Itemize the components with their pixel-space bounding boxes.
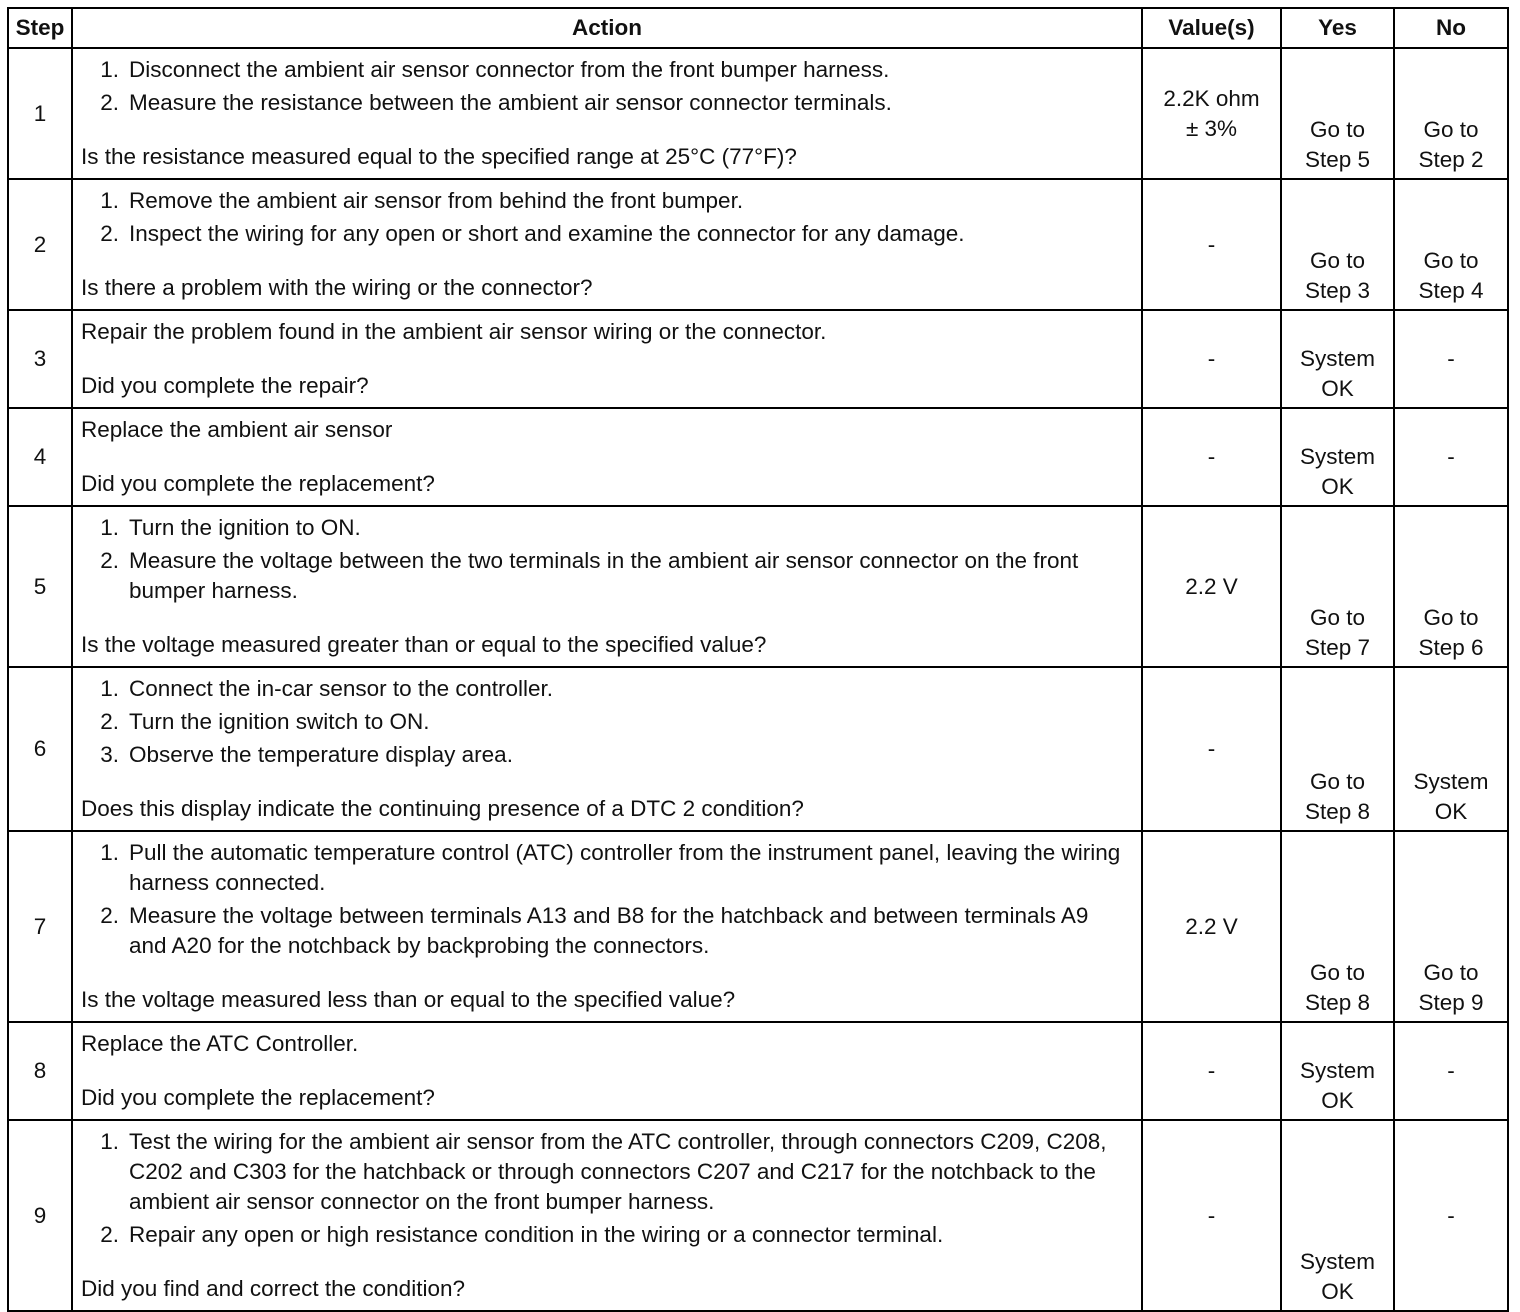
step-number: 6 [8,667,72,831]
action-list-item: Turn the ignition to ON. [129,515,361,540]
action-list [81,674,1131,770]
no-cell: Go to Step 4 [1394,179,1508,310]
value-cell: - [1142,310,1281,408]
action-list [81,55,1131,118]
action-list-item: Measure the resistance between the ambient air sensor connector terminals. [129,90,892,115]
header-action: Action [72,8,1142,48]
action-list-item: Measure the voltage between the two terminals in the ambient air sensor connector on the front bumper harness. [129,548,1079,603]
value-cell: - [1142,667,1281,831]
value-cell: 2.2K ohm ± 3% [1142,48,1281,179]
action-cell [72,831,1142,1022]
no-cell: System OK [1394,667,1508,831]
step-number: 3 [8,310,72,408]
yes-cell: System OK [1281,1022,1394,1120]
step-number: 2 [8,179,72,310]
action-cell [72,506,1142,667]
no-cell: Go to Step 6 [1394,506,1508,667]
action-list-item: Repair any open or high resistance condition in the wiring or a connector terminal. [129,1222,944,1247]
table-row [8,1022,1508,1120]
action-question: Did you complete the replacement? [81,1085,435,1110]
table-row [8,506,1508,667]
action-question: Is the voltage measured less than or equal to the specified value? [81,987,736,1012]
no-cell: Go to Step 9 [1394,831,1508,1022]
table-row [8,1120,1508,1311]
action-list-item: Test the wiring for the ambient air sensor from the ATC controller, through connectors C209, C208, C202 and C303 for the hatchback or through connectors C207 and C217 for the notchback to the ambient air sensor connector on the front bumper harness. [129,1129,1107,1214]
action-list-item: Observe the temperature display area. [129,742,513,767]
header-values: Value(s) [1142,8,1281,48]
value-cell: 2.2 V [1142,831,1281,1022]
action-list-item: Inspect the wiring for any open or short and examine the connector for any damage. [129,221,965,246]
action-cell [72,408,1142,506]
action-list-item: Remove the ambient air sensor from behind the front bumper. [129,188,744,213]
table-row [8,179,1508,310]
action-cell [72,179,1142,310]
action-list-item: Measure the voltage between terminals A13 and B8 for the hatchback and between terminals A9 and A20 for the notchback by backprobing the connectors. [129,903,1089,958]
value-cell: - [1142,1120,1281,1311]
action-list [81,513,1131,606]
yes-cell: System OK [1281,310,1394,408]
yes-cell: Go to Step 3 [1281,179,1394,310]
table-row [8,667,1508,831]
header-no: No [1394,8,1508,48]
action-question: Did you complete the replacement? [81,471,435,496]
action-list-item: Pull the automatic temperature control (ATC) controller from the instrument panel, leaving the wiring harness connected. [129,840,1121,895]
action-list-item: Disconnect the ambient air sensor connector from the front bumper harness. [129,57,890,82]
value-cell: - [1142,179,1281,310]
step-number: 4 [8,408,72,506]
no-cell: - [1394,408,1508,506]
table-row [8,408,1508,506]
action-question: Is the resistance measured equal to the specified range at 25°C (77°F)? [81,144,797,169]
header-yes: Yes [1281,8,1394,48]
yes-cell: System OK [1281,1120,1394,1311]
action-list [81,1127,1131,1250]
header-step: Step [8,8,72,48]
action-cell [72,310,1142,408]
step-number: 1 [8,48,72,179]
action-intro: Replace the ambient air sensor [81,417,393,442]
action-list-item: Connect the in-car sensor to the controller. [129,676,553,701]
yes-cell: Go to Step 8 [1281,831,1394,1022]
yes-cell: Go to Step 7 [1281,506,1394,667]
value-cell: - [1142,408,1281,506]
action-list [81,186,1131,249]
value-cell: - [1142,1022,1281,1120]
diagnostic-table [7,7,1509,1312]
action-cell [72,667,1142,831]
action-cell [72,1022,1142,1120]
action-question: Is there a problem with the wiring or the connector? [81,275,593,300]
action-list-item: Turn the ignition switch to ON. [129,709,430,734]
yes-cell: Go to Step 5 [1281,48,1394,179]
action-list [81,838,1131,961]
action-intro: Replace the ATC Controller. [81,1031,359,1056]
no-cell: - [1394,1022,1508,1120]
yes-cell: Go to Step 8 [1281,667,1394,831]
step-number: 7 [8,831,72,1022]
table-row [8,831,1508,1022]
no-cell: Go to Step 2 [1394,48,1508,179]
action-intro: Repair the problem found in the ambient air sensor wiring or the connector. [81,319,827,344]
step-number: 8 [8,1022,72,1120]
value-cell: 2.2 V [1142,506,1281,667]
action-question: Is the voltage measured greater than or equal to the specified value? [81,632,767,657]
action-cell [72,48,1142,179]
no-cell: - [1394,1120,1508,1311]
yes-cell: System OK [1281,408,1394,506]
action-question: Did you find and correct the condition? [81,1276,465,1301]
table-row [8,310,1508,408]
step-number: 9 [8,1120,72,1311]
table-row [8,48,1508,179]
action-question: Did you complete the repair? [81,373,369,398]
no-cell: - [1394,310,1508,408]
action-question: Does this display indicate the continuing presence of a DTC 2 condition? [81,796,804,821]
step-number: 5 [8,506,72,667]
header-row [8,8,1508,48]
action-cell [72,1120,1142,1311]
